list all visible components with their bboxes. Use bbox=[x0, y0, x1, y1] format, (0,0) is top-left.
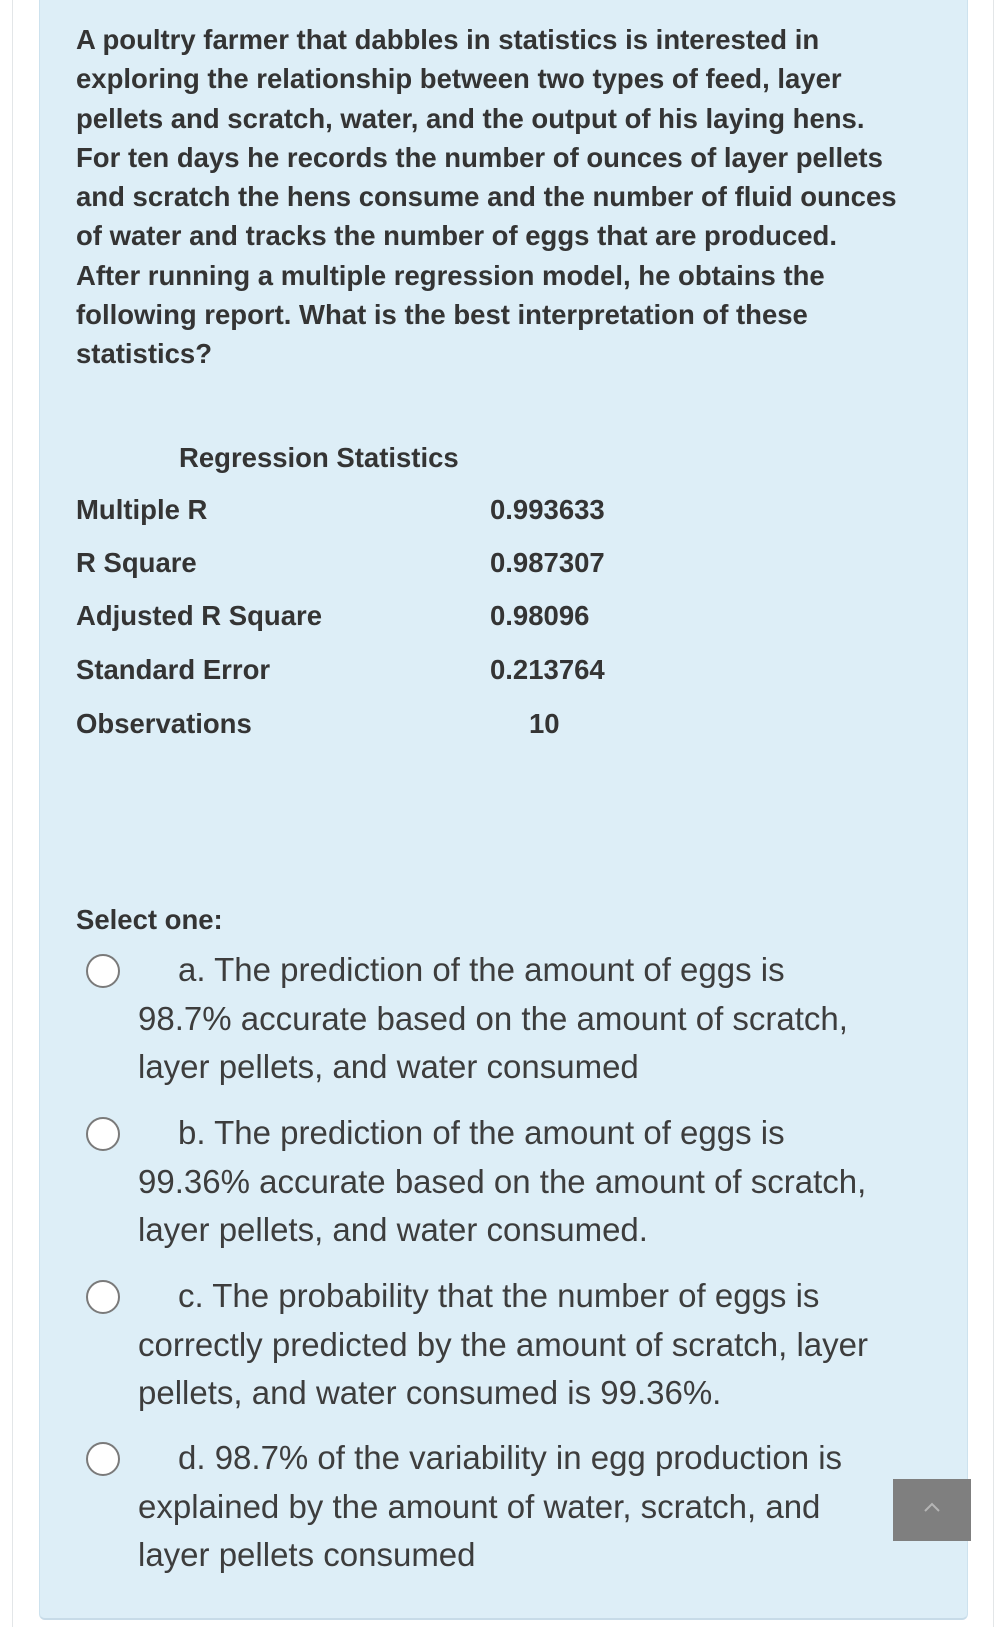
stats-row-r-square bbox=[76, 547, 636, 587]
radio-button-d[interactable] bbox=[86, 1442, 120, 1476]
stats-label: Observations bbox=[76, 708, 252, 739]
answer-option-c-text[interactable]: c. The probability that the number of eggs is correctly predicted by the amount of scratch, layer pellets, and water consumed is 99.36%. bbox=[138, 1277, 868, 1411]
stats-row-standard-error bbox=[76, 654, 636, 694]
stats-value: 10 bbox=[529, 708, 560, 739]
radio-button-a[interactable] bbox=[86, 954, 120, 988]
regression-stats-title: Regression Statistics bbox=[179, 442, 459, 473]
chevron-up-icon bbox=[923, 1501, 941, 1513]
answer-option-a-text[interactable]: a. The prediction of the amount of eggs is 98.7% accurate based on the amount of scratch, layer pellets, and water consumed bbox=[138, 951, 848, 1085]
stats-row-multiple-r bbox=[76, 494, 636, 534]
select-one-label: Select one: bbox=[76, 904, 223, 935]
question-text: A poultry farmer that dabbles in statistics is interested in exploring the relationship between two types of feed, layer pellets and scratch, water, and the output of his laying hens. For ten days he records the number of ounces of layer pellets and scratch the hens consume and the number of fluid ounces of water and tracks the number of eggs that are produced. After running a multiple regression model, he obtains the following report. What is the best interpretation of these statistics? bbox=[76, 24, 897, 370]
answer-option-b-text[interactable]: b. The prediction of the amount of eggs is 99.36% accurate based on the amount of scratch, layer pellets, and water consumed. bbox=[138, 1114, 867, 1248]
radio-button-b[interactable] bbox=[86, 1117, 120, 1151]
stats-row-adjusted-r-square bbox=[76, 600, 636, 640]
stats-value: 0.213764 bbox=[490, 654, 605, 685]
page-edge-right bbox=[993, 0, 994, 1627]
radio-button-c[interactable] bbox=[86, 1280, 120, 1314]
stats-value: 0.993633 bbox=[490, 494, 605, 525]
stats-label: R Square bbox=[76, 547, 197, 578]
stats-label: Multiple R bbox=[76, 494, 208, 525]
stats-value: 0.98096 bbox=[490, 600, 590, 631]
answer-option-d-text[interactable]: d. 98.7% of the variability in egg production is explained by the amount of water, scratch, and layer pellets consumed bbox=[138, 1439, 843, 1573]
stats-row-observations bbox=[76, 708, 636, 748]
stats-label: Adjusted R Square bbox=[76, 600, 323, 631]
scroll-to-top-button[interactable] bbox=[893, 1479, 971, 1541]
stats-value: 0.987307 bbox=[490, 547, 605, 578]
page-edge-left bbox=[12, 0, 13, 1627]
stats-label: Standard Error bbox=[76, 654, 271, 685]
